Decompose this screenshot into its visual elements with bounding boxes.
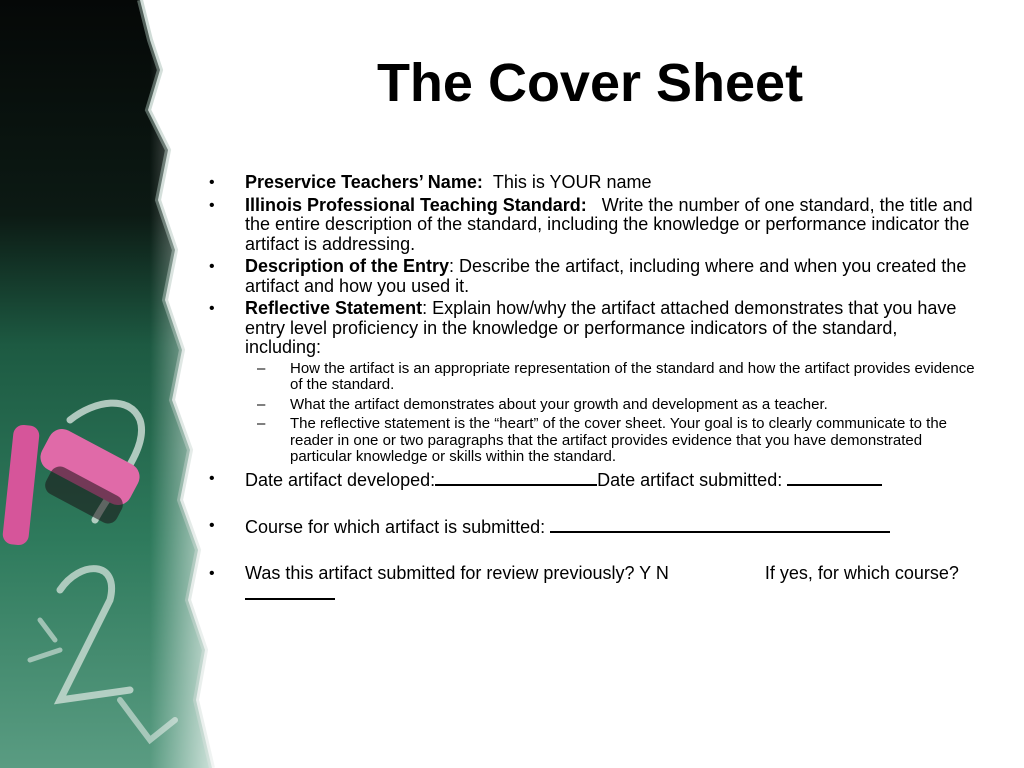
sub-item-text: The reflective statement is the “heart” of the cover sheet. Your goal is to clearly communicate to the reader in one or two paragraphs that the artifact provides evidence that you have demonstrated particular knowledge or skills within the standard. [290,415,947,465]
course-blank [550,516,890,533]
item-text: : Explain how/why the artifact attached demonstrates that you have entry level proficiency in the knowledge or performance indicators of the standard, including: [245,298,957,357]
item-text: Write the number of one standard, the title and the entire description of the standard, including the knowledge or performance indicator the artifact is addressing. [245,194,973,254]
bullet-mark: • [209,469,215,487]
list-item-review [207,564,977,605]
bullet-mark: • [209,258,215,275]
cover-sheet-list [207,173,977,608]
bullet-mark: • [209,564,215,582]
bullet-mark: • [209,174,215,191]
dash-mark: – [257,359,266,377]
sub-item-text: What the artifact demonstrates about your growth and development as a teacher. [290,395,828,413]
date-submitted-blank [787,469,882,486]
item-text: This is YOUR name [492,172,652,192]
spacer [207,541,977,564]
bullet-mark: • [209,517,215,534]
date-developed-label: Date artifact developed: [245,469,436,490]
bullet-mark: • [209,196,215,214]
list-item-name [207,173,977,193]
date-submitted-label: Date artifact submitted: [597,469,783,490]
sub-item-text: How the artifact is an appropriate representation of the standard and how the artifact provides evidence of the standard. [290,359,975,393]
item-label: Illinois Professional Teaching Standard: [245,194,587,215]
list-item-standard [207,196,977,255]
sub-item-representation [207,361,977,394]
spacer [207,493,977,516]
sub-item-growth [207,397,977,414]
sub-item-heart [207,416,977,466]
review-course-blank [245,583,335,600]
list-item-course [207,516,977,538]
list-item-description [207,257,977,296]
list-item-reflective [207,299,977,358]
item-label: Reflective Statement [245,298,423,318]
course-label: Course for which artifact is submitted: [245,517,546,537]
chalkboard-illustration [0,0,240,768]
slide-title: The Cover Sheet [376,53,804,113]
bullet-mark: • [209,300,215,317]
list-item-dates [207,469,977,491]
date-developed-blank [435,469,597,486]
review-question: Was this artifact submitted for review previously? Y N [245,562,669,583]
dash-mark: – [257,415,266,432]
chalkboard-image [0,0,240,768]
item-label: Description of the Entry [245,256,450,276]
review-followup: If yes, for which course? [764,562,959,583]
item-text: : Describe the artifact, including where and when you created the artifact and how you used it. [245,256,967,296]
dash-mark: – [257,395,266,413]
item-label: Preservice Teachers’ Name: [245,172,483,192]
